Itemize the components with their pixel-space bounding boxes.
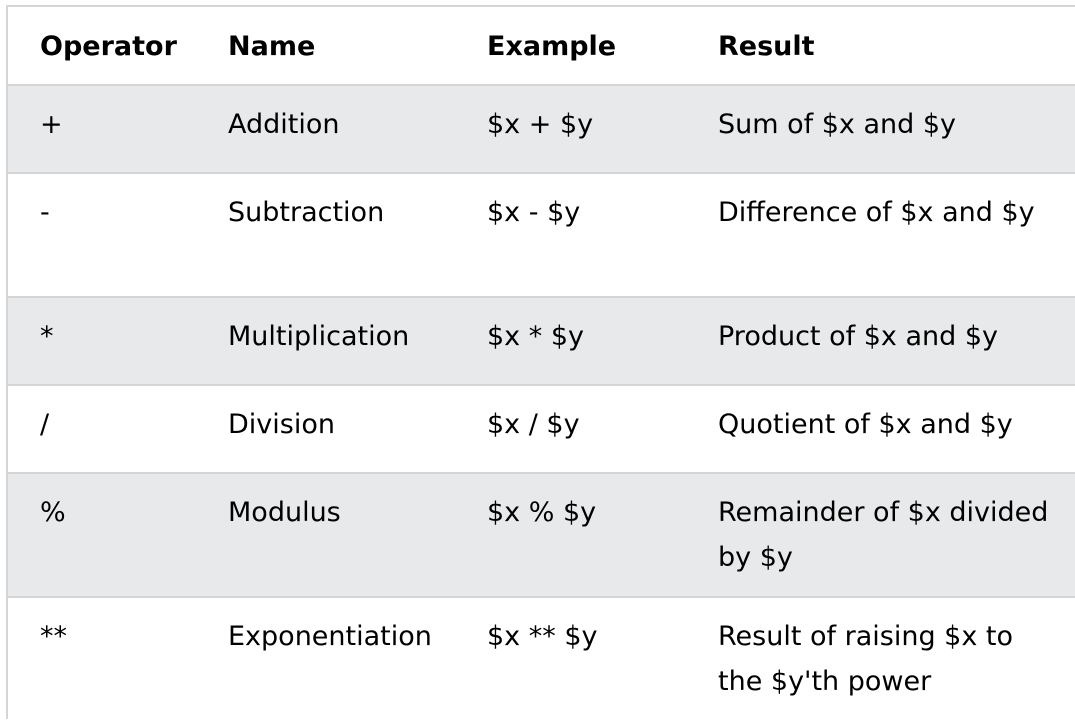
cell-name: Subtraction bbox=[215, 173, 472, 297]
table-row-exponentiation bbox=[8, 597, 1075, 719]
table-header-row bbox=[8, 7, 1075, 85]
cell-example: $x * $y bbox=[472, 297, 703, 385]
header-operator: Operator bbox=[8, 7, 215, 85]
table-row-addition bbox=[8, 85, 1075, 173]
header-result: Result bbox=[703, 7, 1075, 85]
cell-operator: / bbox=[8, 385, 215, 473]
cell-name: Multiplication bbox=[215, 297, 472, 385]
cell-operator: % bbox=[8, 473, 215, 597]
cell-example: $x + $y bbox=[472, 85, 703, 173]
cell-example: $x % $y bbox=[472, 473, 703, 597]
cell-result: Difference of $x and $y bbox=[703, 173, 1075, 297]
cell-result: Product of $x and $y bbox=[703, 297, 1075, 385]
table-row-multiplication bbox=[8, 297, 1075, 385]
cell-name: Modulus bbox=[215, 473, 472, 597]
cell-example: $x / $y bbox=[472, 385, 703, 473]
cell-operator: + bbox=[8, 85, 215, 173]
table-row-division bbox=[8, 385, 1075, 473]
cell-operator: * bbox=[8, 297, 215, 385]
cell-result: Result of raising $x to the $y'th power bbox=[718, 621, 1014, 697]
arithmetic-operators-table-container bbox=[6, 5, 1075, 719]
cell-name: Addition bbox=[215, 85, 472, 173]
cell-result: Sum of $x and $y bbox=[703, 85, 1075, 173]
header-name: Name bbox=[215, 7, 472, 85]
cell-operator: ** bbox=[40, 621, 67, 652]
cell-example: $x ** $y bbox=[487, 621, 598, 652]
cell-operator: - bbox=[8, 173, 215, 297]
table-row-subtraction bbox=[8, 173, 1075, 297]
header-example: Example bbox=[472, 7, 703, 85]
cell-name: Exponentiation bbox=[228, 621, 432, 652]
cell-result: Remainder of $x divided by $y bbox=[703, 473, 1075, 597]
cell-name: Division bbox=[215, 385, 472, 473]
cell-result: Quotient of $x and $y bbox=[703, 385, 1075, 473]
arithmetic-operators-table bbox=[8, 7, 1075, 719]
cell-example: $x - $y bbox=[472, 173, 703, 297]
table-row-modulus bbox=[8, 473, 1075, 597]
